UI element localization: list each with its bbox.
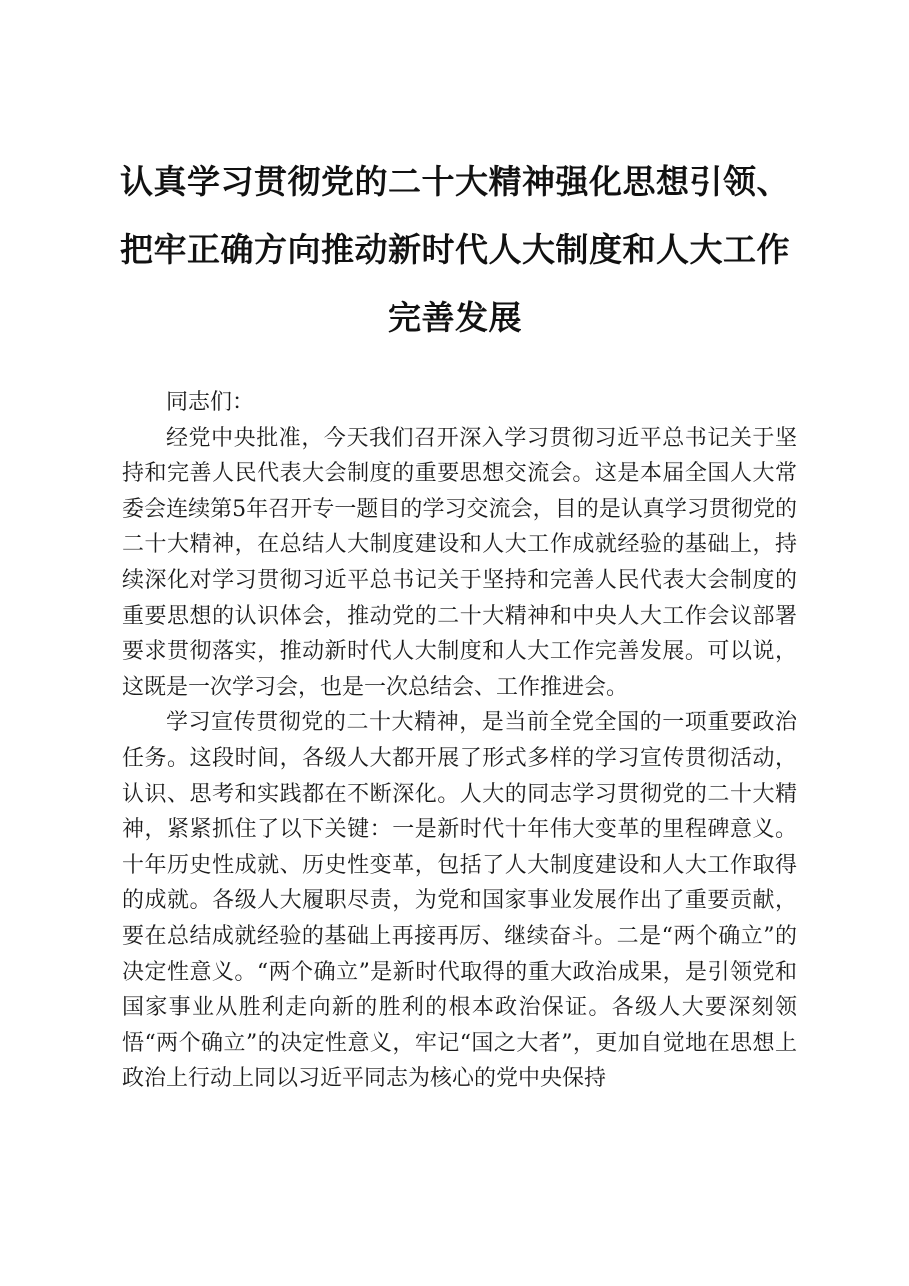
title-line-1: 认真学习贯彻党的二十大精神强化思想引领、: [120, 162, 790, 201]
title-line-2: 把牢正确方向推动新时代人大制度和人大工作: [120, 230, 790, 269]
document-body: [122, 385, 797, 1097]
paragraph-2: 学习宣传贯彻党的二十大精神，是当前全党全国的一项重要政治任务。这段时间，各级人大都开展了形式多样的学习宣传贯彻活动，认识、思考和实践都在不断深化。人大的同志学习贯彻党的二十大精神，紧紧抓住了以下关键：一是新时代十年伟大变革的里程碑意义。十年历史性成就、历史性变革，包括了人大制度建设和人大工作取得的成就。各级人大履职尽责，为党和国家事业发展作出了重要贡献，要在总结成就经验的基础上再接再厉、继续奋斗。二是“两个确立”的决定性意义。“两个确立”是新时代取得的重大政治成果，是引领党和国家事业从胜利走向新的胜利的根本政治保证。各级人大要深刻领悟“两个确立”的决定性意义，牢记“国之大者”，更加自觉地在思想上政治上行动上同以习近平同志为核心的党中央保持: [122, 710, 797, 1092]
paragraph-1: 经党中央批准，今天我们召开深入学习贯彻习近平总书记关于坚持和完善人民代表大会制度的重要思想交流会。这是本届全国人大常委会连续第5年召开专一题目的学习交流会，目的是认真学习贯彻党的二十大精神，在总结人大制度建设和人大工作成就经验的基础上，持续深化对学习贯彻习近平总书记关于坚持和完善人民代表大会制度的重要思想的认识体会，推动党的二十大精神和中央人大工作会议部署要求贯彻落实，推动新时代人大制度和人大工作完善发展。可以说，这既是一次学习会，也是一次总结会、工作推进会。: [122, 425, 797, 700]
document-title: [110, 148, 800, 352]
title-line-3: 完善发展: [388, 298, 522, 337]
salutation: 同志们：: [166, 390, 255, 415]
